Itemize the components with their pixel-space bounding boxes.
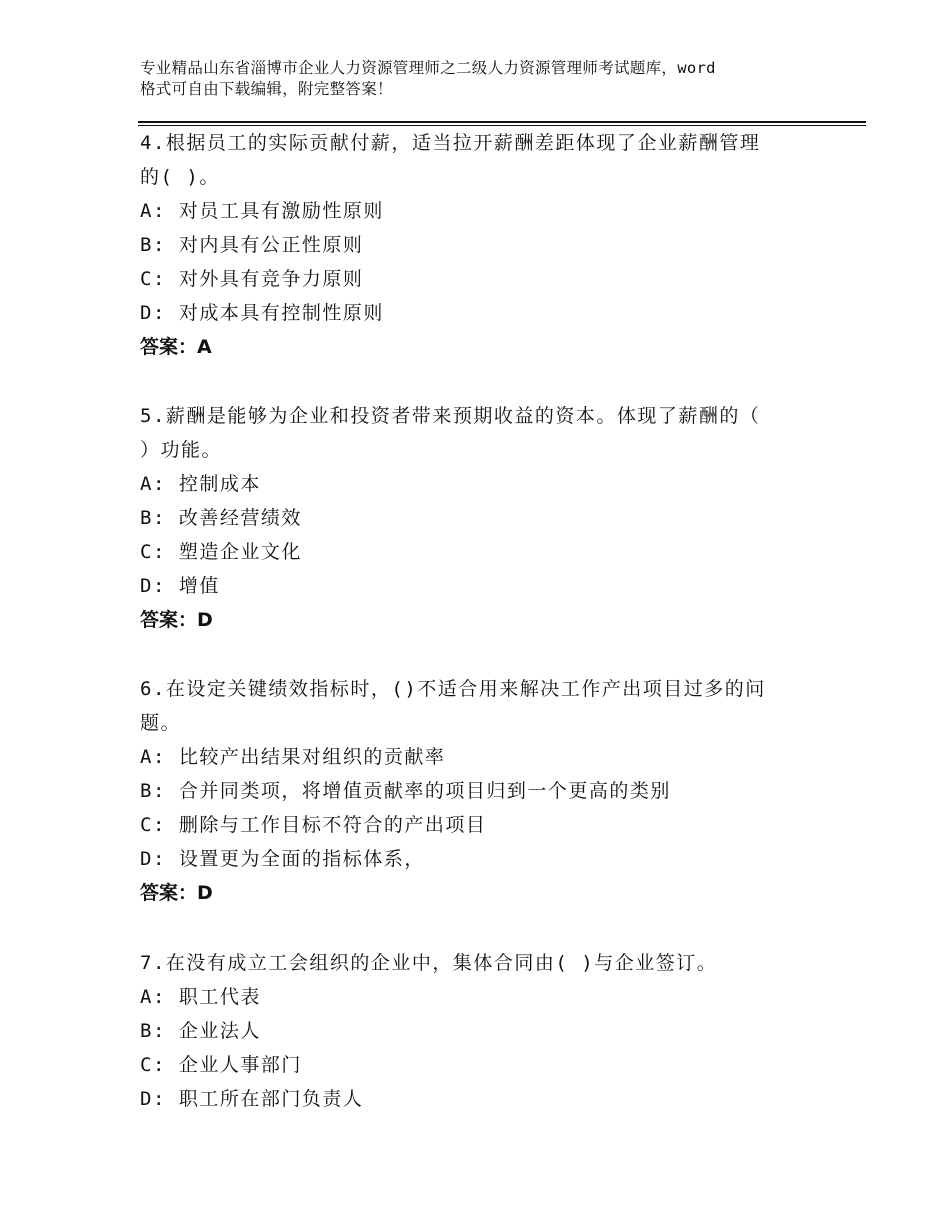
question-stem-cont: 题。: [140, 712, 182, 734]
option-a: A: 对员工具有激励性原则: [140, 200, 384, 222]
document-header: [140, 58, 840, 100]
question-stem: 7.在没有成立工会组织的企业中，集体合同由( )与企业签订。: [140, 952, 718, 974]
option-b: B: 改善经营绩效: [140, 507, 302, 529]
question-5: [140, 399, 840, 637]
option-d: D: 职工所在部门负责人: [140, 1088, 364, 1110]
option-a: A: 控制成本: [140, 473, 261, 495]
question-6: [140, 672, 840, 910]
question-stem: 5.薪酬是能够为企业和投资者带来预期收益的资本。体现了薪酬的（: [140, 405, 761, 427]
header-rule-thick: [138, 121, 866, 123]
option-c: C: 企业人事部门: [140, 1054, 302, 1076]
question-stem: 6.在设定关键绩效指标时，()不适合用来解决工作产出项目过多的问: [140, 678, 766, 700]
answer: 答案：D: [140, 882, 213, 904]
question-stem: 4.根据员工的实际贡献付薪，适当拉开薪酬差距体现了企业薪酬管理: [140, 132, 761, 154]
option-c: C: 删除与工作目标不符合的产出项目: [140, 814, 487, 836]
option-c: C: 对外具有竞争力原则: [140, 268, 364, 290]
option-d: D: 设置更为全面的指标体系，: [140, 848, 425, 870]
question-stem-cont: ）功能。: [140, 439, 223, 461]
header-line-2: 格式可自由下载编辑，附完整答案！: [140, 80, 393, 98]
option-c: C: 塑造企业文化: [140, 541, 302, 563]
question-4: [140, 126, 840, 364]
option-b: B: 合并同类项，将增值贡献率的项目归到一个更高的类别: [140, 780, 671, 802]
header-line-1: 专业精品山东省淄博市企业人力资源管理师之二级人力资源管理师考试题库，word: [140, 59, 716, 77]
question-stem-cont: 的( )。: [140, 166, 220, 188]
option-a: A: 比较产出结果对组织的贡献率: [140, 746, 446, 768]
answer: 答案：D: [140, 609, 213, 631]
question-7: [140, 946, 840, 1116]
option-b: B: 对内具有公正性原则: [140, 234, 364, 256]
option-d: D: 对成本具有控制性原则: [140, 302, 384, 324]
option-b: B: 企业法人: [140, 1020, 261, 1042]
answer: 答案：A: [140, 336, 212, 358]
option-d: D: 增值: [140, 575, 220, 597]
option-a: A: 职工代表: [140, 986, 261, 1008]
